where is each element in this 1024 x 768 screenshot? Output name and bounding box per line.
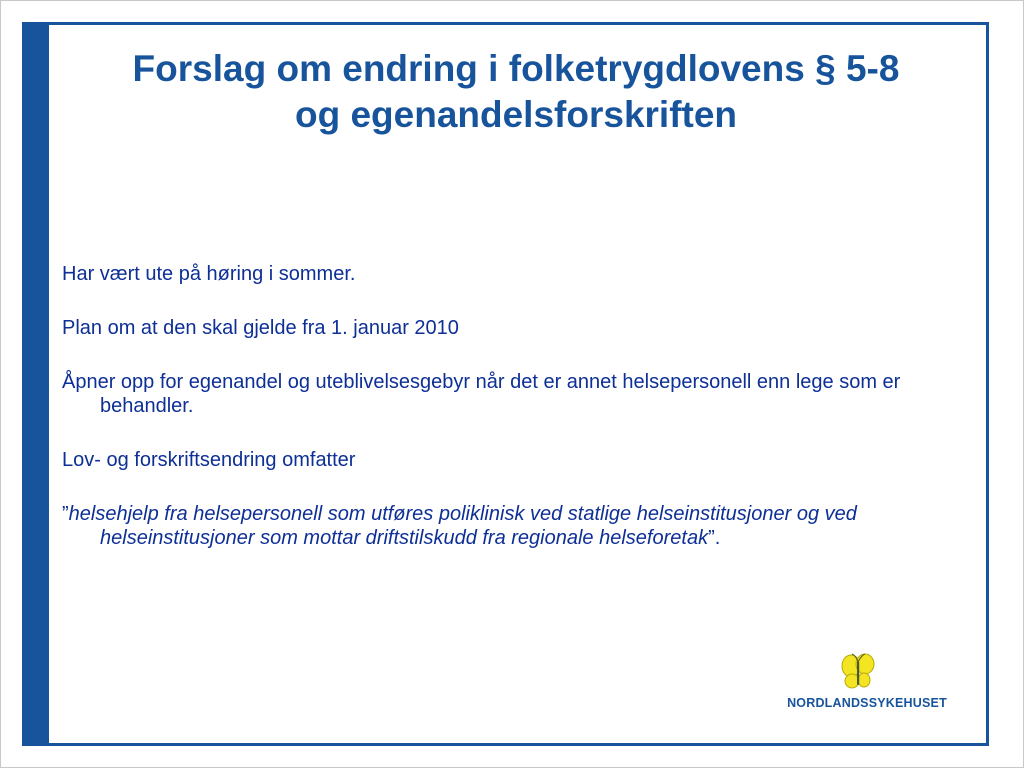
quote-text: helsehjelp fra helsepersonell som utføres poliklinisk ved statlige helseinstitusjoner og ved helseinstitusjoner som mottar driftstilskudd fra regionale helseforetak — [68, 503, 857, 549]
butterfly-icon — [838, 652, 878, 692]
quote-open-mark: ” — [62, 503, 69, 525]
logo-wordmark: NORDLANDSSYKEHUSET — [787, 696, 947, 710]
slide-title-line-1: Forslag om endring i folketrygdlovens § 5-8 — [132, 48, 900, 89]
body-paragraph-3: Åpner opp for egenandel og uteblivelsesgebyr når det er annet helsepersonell enn lege som er behandler. — [62, 371, 901, 417]
nordlandssykehuset-logo — [782, 652, 952, 714]
body-paragraph-4: Lov- og forskriftsendring omfatter — [62, 449, 356, 471]
slide-title-line-2: og egenandelsforskriften — [294, 94, 738, 135]
slide-title — [56, 46, 976, 138]
body-paragraph-2: Plan om at den skal gjelde fra 1. januar 2010 — [62, 317, 459, 339]
quote-close-mark: ”. — [708, 527, 721, 549]
slide-body — [62, 262, 962, 550]
body-quote-paragraph — [62, 502, 962, 550]
left-accent-bar — [22, 22, 49, 746]
body-paragraph-1: Har vært ute på høring i sommer. — [62, 263, 356, 285]
